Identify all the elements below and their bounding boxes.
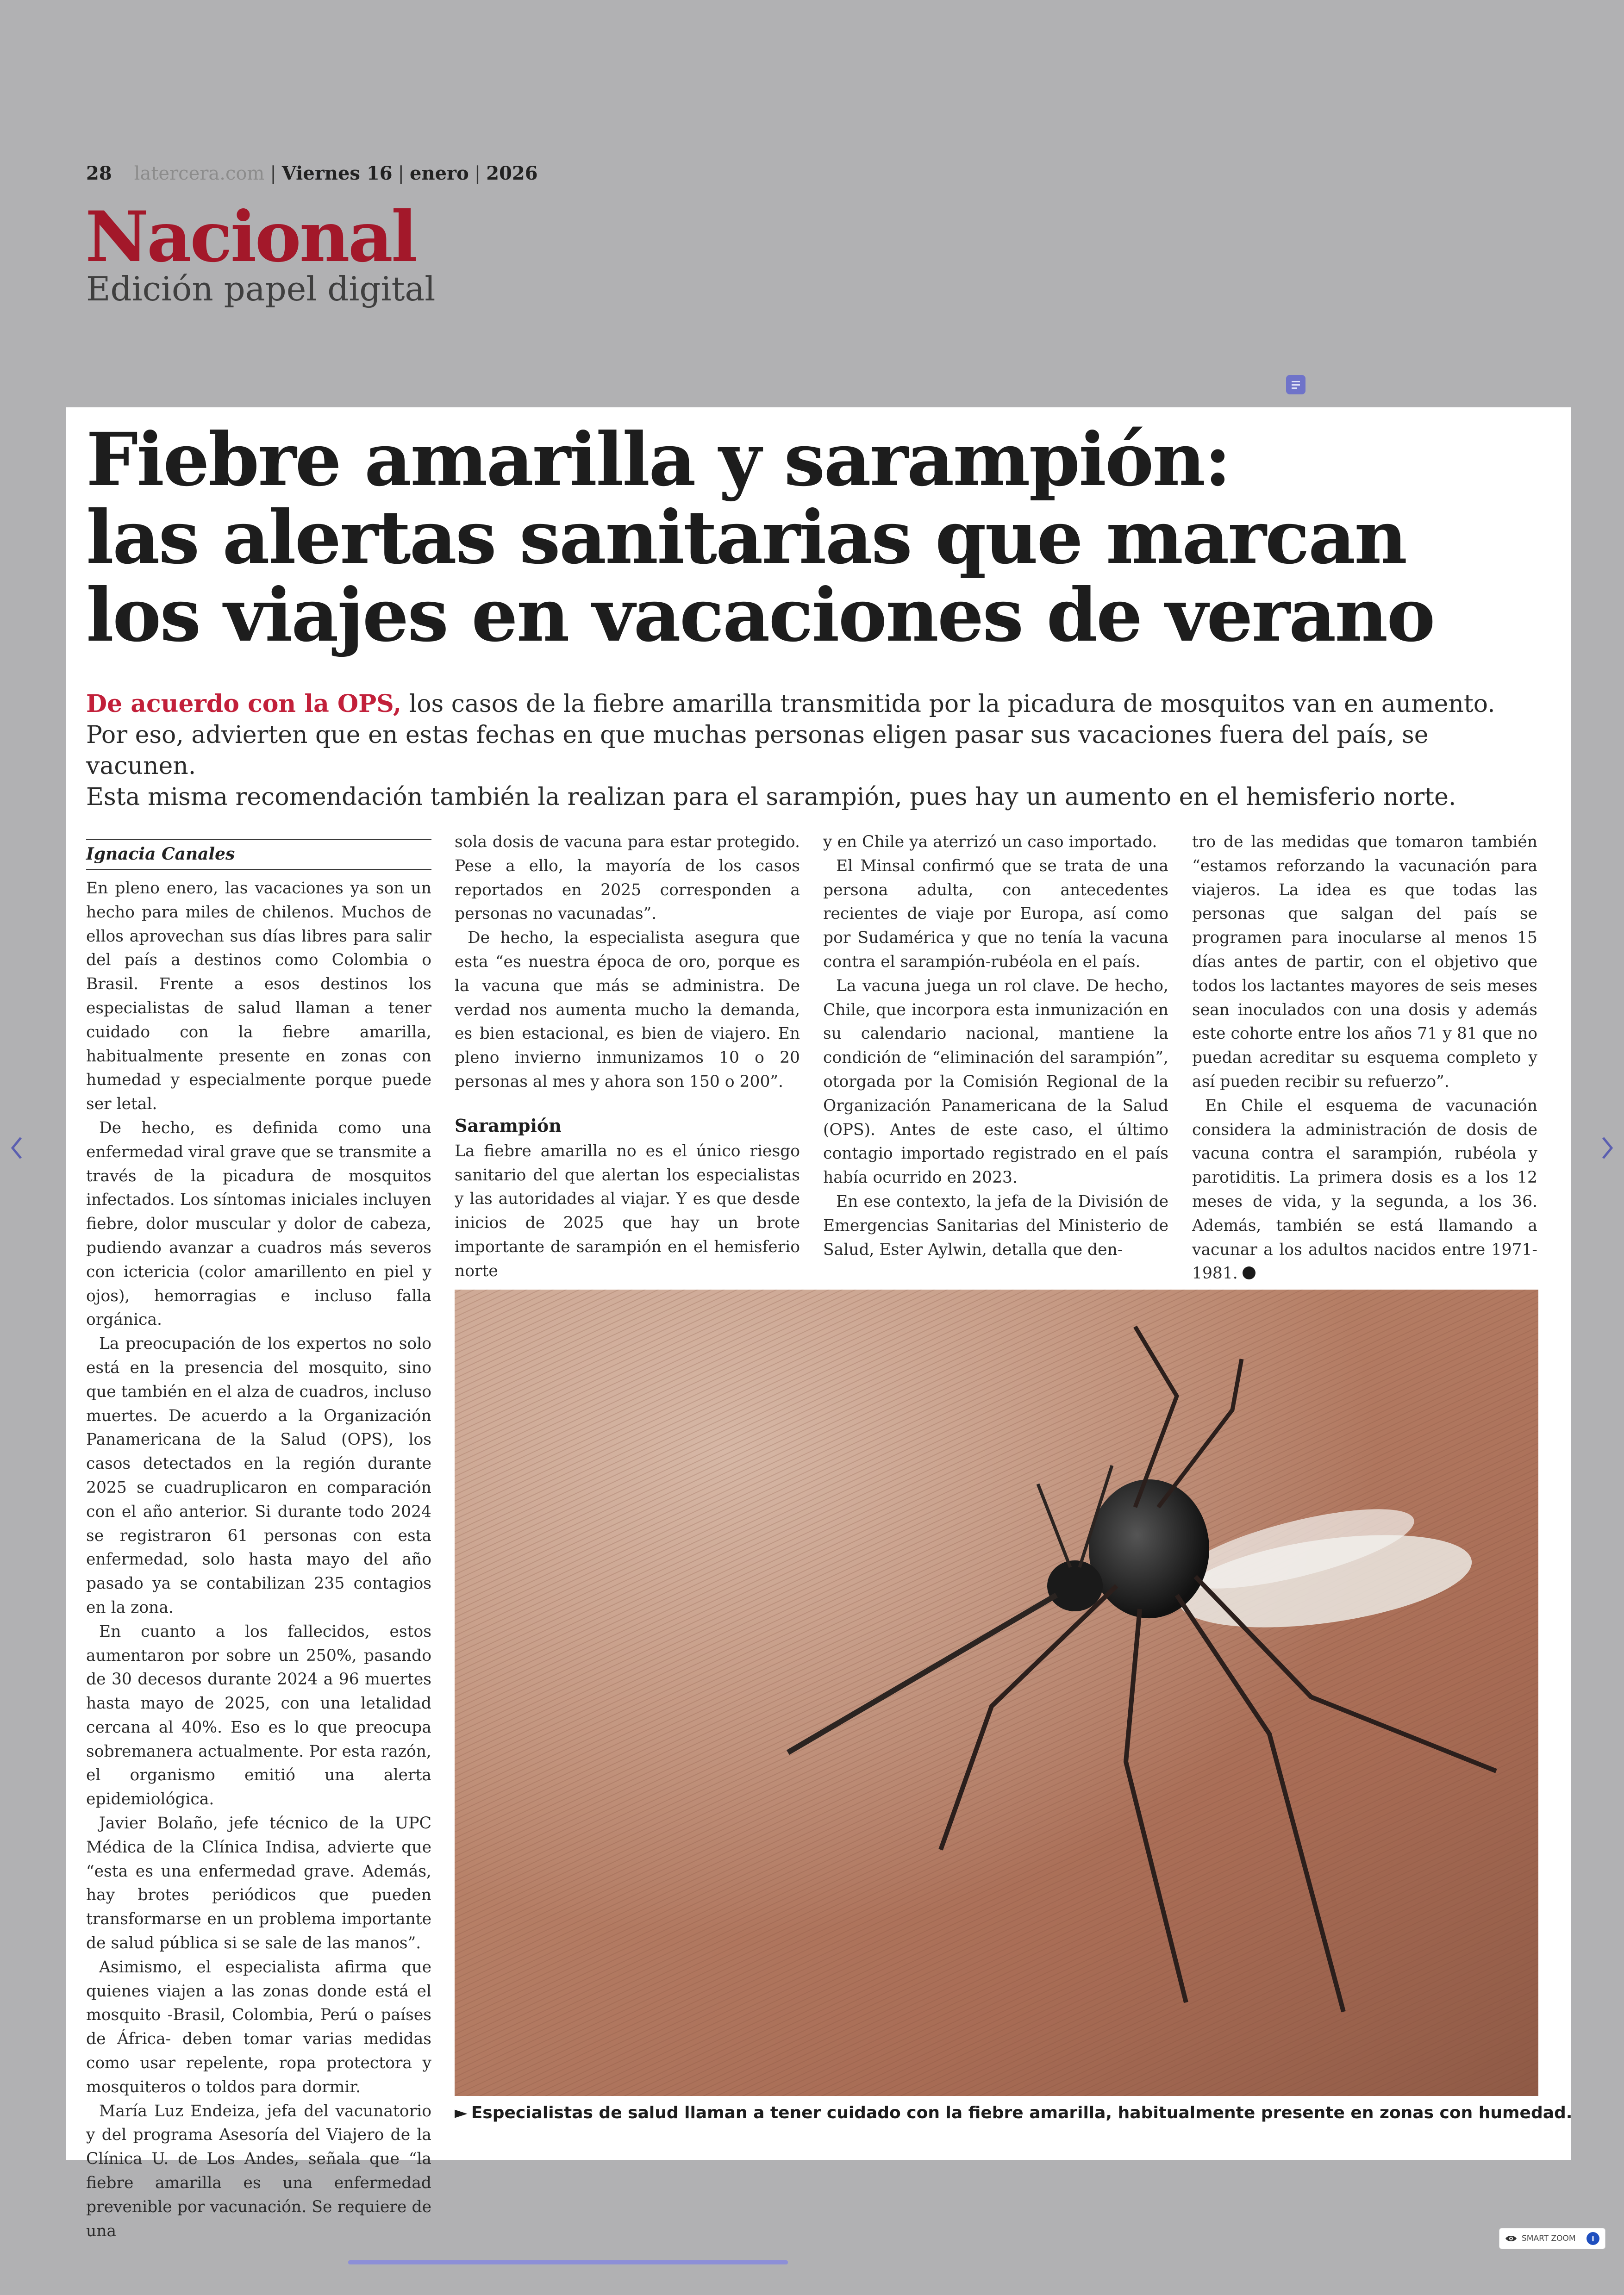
chevron-right-icon (1599, 1135, 1615, 1161)
final-paragraph-text: En Chile el esquema de vacunación considera la administración de dosis de vacuna contra el sarampión, rubéola y parotiditis. La primera dosis es a los 12 meses de vida, y la segunda, a los 36. Además, también se está llamando a vacunar a los adultos nacidos entre 1971-1981. (1192, 1096, 1537, 1283)
end-mark-icon (1243, 1266, 1255, 1279)
byline: Ignacia Canales (86, 839, 431, 870)
body-paragraph: La fiebre amarilla no es el único riesgo sanitario del que alertan los especialistas y las autoridades al viajar. Y es que desde inicios de 2025 que hay un brote importante de sarampión en el hemisferio norte (455, 1141, 800, 1280)
body-paragraph (1192, 1094, 1537, 1286)
body-paragraph: El Minsal confirmó que se trata de una persona adulta, con antecedentes recientes de viaje por Europa, así como por Sudamérica y que no tenía la vacuna contra el sarampión-rubéola en el país. (823, 856, 1168, 971)
body-paragraph: La vacuna juega un rol clave. De hecho, Chile, que incorpora esta inmunización en su calendario nacional, mantiene la condición de “eliminación del sarampión”, otorgada por la Comisión Regional de la Organización Panamericana de la Salud (OPS). Antes de este caso, el último contagio importado registrado en el país había ocurrido en 2023. (823, 976, 1168, 1187)
smart-zoom-button[interactable] (1499, 2228, 1605, 2249)
annotation-button[interactable] (1286, 375, 1305, 394)
headline-line: Fiebre amarilla y sarampión: (86, 417, 1230, 503)
body-paragraph: y en Chile ya aterrizó un caso importado. (823, 833, 1157, 851)
headline-line: los viajes en vacaciones de verano (86, 573, 1434, 658)
lead-line (86, 688, 1544, 720)
subheading: Sarampión (455, 1115, 562, 1136)
info-badge: i (1587, 2232, 1599, 2245)
note-icon (1286, 375, 1305, 394)
photo-caption (455, 2102, 1573, 2125)
eye-icon (1505, 2234, 1517, 2243)
body-paragraph: En cuanto a los fallecidos, estos aumentaron por sobre un 250%, pasando de 30 decesos durante 2024 a 96 muertes hasta mayo de 2025, con una letalidad cercana al 40%. Eso es lo que preocupa sobremanera actualmente. Por esta razón, el organismo emitió una alerta epidemiológica. (86, 1622, 431, 1809)
lead-line: Por eso, advierten que en estas fechas en que muchas personas eligen pasar sus vacaciones fuera del país, se vacunen. (86, 721, 1429, 780)
headline (86, 417, 1544, 658)
issue-month: enero (410, 162, 469, 184)
body-paragraph: De hecho, es definida como una enfermedad viral grave que se transmite a través de la picadura de mosquitos infectados. Los síntomas iniciales incluyen fiebre, dolor muscular y dolor de cabeza, pudiendo avanzar a cuadros más severos con ictericia (color amarillento en piel y ojos), hemorragias e incluso falla orgánica. (86, 1118, 431, 1329)
lead-line: Esta misma recomendación también la realizan para el sarampión, pues hay un aumento en el hemisferio norte. (86, 783, 1456, 811)
next-page-button[interactable] (1593, 1129, 1621, 1166)
separator: | (270, 163, 276, 184)
body-column-4 (1192, 830, 1537, 1286)
reading-progress-bar[interactable] (348, 2260, 788, 2264)
body-column-2 (455, 830, 800, 1284)
lead-text: los casos de la fiebre amarilla transmitida por la picadura de mosquitos van en aumento. (401, 690, 1495, 718)
issue-day: Viernes 16 (281, 162, 393, 184)
mosquito-photo (455, 1290, 1538, 2096)
separator: | (398, 163, 405, 184)
body-paragraph: En pleno enero, las vacaciones ya son un hecho para miles de chilenos. Muchos de ellos aprovechan sus días libres para salir del país a destinos como Colombia o Brasil. Frente a esos destinos los especialistas de salud llaman a tener cuidado con la fiebre amarilla, habitualmente presente en zonas con humedad y especialmente porque puede ser letal. (86, 879, 431, 1114)
lead-paragraph (86, 688, 1544, 813)
body-paragraph: De hecho, la especialista asegura que esta “es nuestra época de oro, porque es la vacuna que más se administra. De verdad nos aumenta mucho la demanda, es bien estacional, es bien de viajero. En pleno invierno inmunizamos 10 o 20 personas al mes y ahora son 150 o 200”. (455, 929, 800, 1091)
lead-highlight: De acuerdo con la OPS, (86, 690, 402, 718)
body-paragraph: En ese contexto, la jefa de la División de Emergencias Sanitarias del Ministerio de Salud, Ester Aylwin, detalla que den- (823, 1192, 1168, 1259)
headline-line: las alertas sanitarias que marcan (86, 495, 1406, 580)
body-paragraph: La preocupación de los expertos no solo está en la presencia del mosquito, sino que también en el alza de cuadros, incluso muertes. De acuerdo a la Organización Panamericana de la Salud (OPS), los casos detectados en la región durante 2025 se cuadruplicaron en comparación con el año anterior. Si durante todo 2024 se registraron 61 personas con esta enfermedad, solo hasta mayo del año pasado ya se contabilizan 235 contagios en la zona. (86, 1335, 431, 1617)
page-number: 28 (86, 162, 112, 184)
body-column-3 (823, 830, 1168, 1262)
issue-info (86, 162, 538, 185)
body-paragraph: Asimismo, el especialista afirma que quienes viajen a las zonas donde está el mosquito -Brasil, Colombia, Perú o países de África- deben tomar varias medidas como usar repelente, ropa protectora y mosquiteros o toldos para dormir. (86, 1958, 431, 2096)
body-paragraph: Javier Bolaño, jefe técnico de la UPC Médica de la Clínica Indisa, advierte que “esta es una enfermedad grave. Además, hay brotes periódicos que pueden transformarse en un problema importante de salud pública si se sale de las manos”. (86, 1814, 431, 1953)
caption-arrow-icon: ► (455, 2103, 468, 2122)
smart-zoom-label: SMART ZOOM (1522, 2234, 1576, 2243)
body-column-1 (86, 877, 431, 2243)
chevron-left-icon (9, 1135, 25, 1161)
separator: | (474, 163, 481, 184)
mosquito-photo-illustration (455, 1290, 1538, 2096)
edition-label: Edición papel digital (86, 269, 436, 308)
section-title: Nacional (85, 196, 416, 278)
body-paragraph: sola dosis de vacuna para estar protegido. Pese a ello, la mayoría de los casos reportados en 2025 corresponden a personas no vacunadas”. (455, 833, 800, 923)
body-paragraph: María Luz Endeiza, jefa del vacunatorio y del programa Asesoría del Viajero de la Clínica U. de Los Andes, señala que “la fiebre amarilla es una enfermedad prevenible por vacunación. Se requiere de una (86, 2102, 431, 2240)
caption-text: Especialistas de salud llaman a tener cuidado con la fiebre amarilla, habitualmente presente en zonas con humedad. (471, 2103, 1573, 2122)
previous-page-button[interactable] (3, 1129, 31, 1166)
issue-year: 2026 (486, 162, 538, 184)
site-name: latercera.com (134, 163, 265, 184)
body-paragraph: tro de las medidas que tomaron también “estamos reforzando la vacunación para viajeros. La idea es que todas las personas que salgan del país se programen para inocularse al menos 15 días antes de partir, con el objetivo que todos los lactantes mayores de seis meses sean inoculados con una dosis y además este cohorte entre los años 71 y 81 que no puedan acreditar su esquema completo y así pueden recibir su refuerzo”. (1192, 833, 1537, 1091)
